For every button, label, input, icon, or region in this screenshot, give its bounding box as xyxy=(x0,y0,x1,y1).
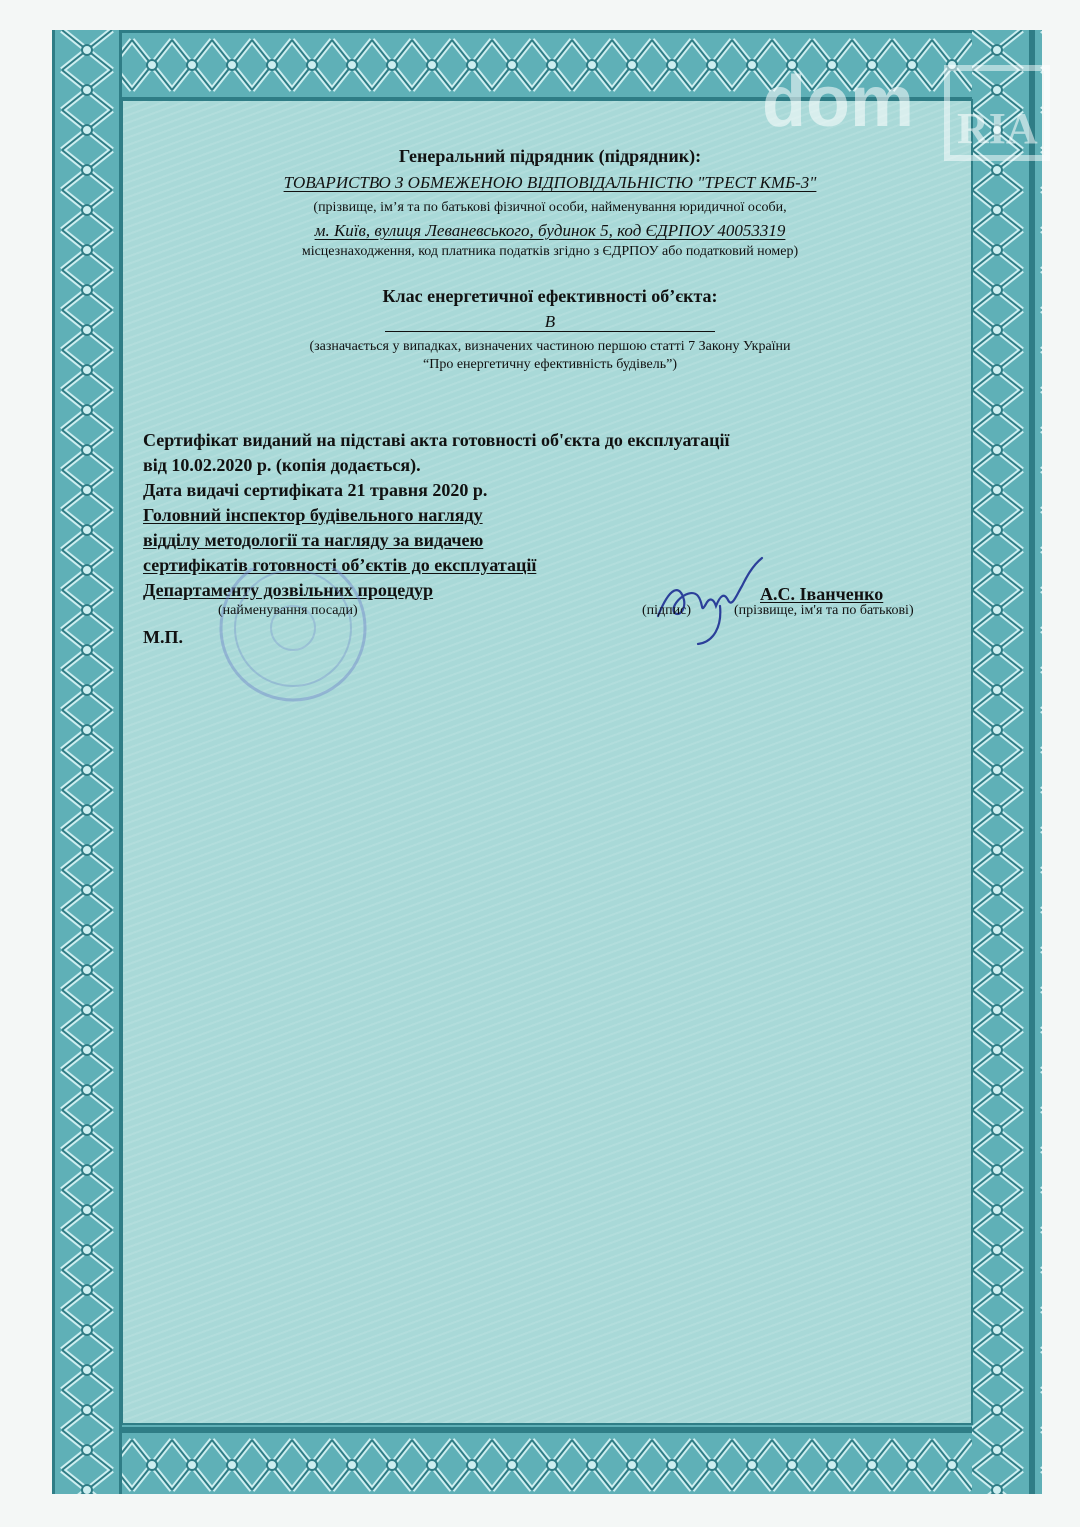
contractor-note-2: місцезнаходження, код платника податків згідно з ЄДРПОУ або податковий номер) xyxy=(301,244,799,259)
official-seal-icon xyxy=(188,568,398,708)
position-label: (найменування посади) xyxy=(218,603,358,618)
contractor-note-1: (прізвище, ім’я та по батькові фізичної особи, найменування юридичної особи, xyxy=(313,200,787,215)
inspector-position-3: сертифікатів готовності об’єктів до експлуатації xyxy=(143,555,537,575)
issuance-line-1: Сертифікат виданий на підставі акта готовності об'єкта до експлуатації xyxy=(143,430,730,450)
contractor-address: м. Київ, вулиця Леваневського, будинок 5, код ЄДРПОУ 40053319 xyxy=(314,221,786,240)
contractor-heading: Генеральний підрядник (підрядник): xyxy=(398,146,702,166)
signature-label: (підпис) xyxy=(642,603,692,618)
contractor-name: ТОВАРИСТВО З ОБМЕЖЕНОЮ ВІДПОВІДАЛЬНІСТЮ "ТРЕСТ КМБ-3" xyxy=(283,173,817,192)
inspector-position-4: Департаменту дозвільних процедур xyxy=(143,580,434,600)
inspector-position-1: Головний інспектор будівельного нагляду xyxy=(143,505,483,525)
issue-date-line: Дата видачі сертифіката 21 травня 2020 р. xyxy=(143,480,488,500)
energy-class-note-1: (зазначається у випадках, визначених частиною першою статті 7 Закону України xyxy=(309,339,791,354)
watermark-brand2: RIA xyxy=(957,104,1038,153)
energy-class-value: B xyxy=(385,313,715,332)
watermark-brand: dom xyxy=(762,62,914,142)
seal-place-label: М.П. xyxy=(143,627,183,647)
contractor-block xyxy=(140,146,960,261)
inspector-position-2: відділу методології та нагляду за видачею xyxy=(143,530,484,550)
issuance-line-2: від 10.02.2020 р. (копія додається). xyxy=(143,455,421,475)
energy-class-heading: Клас енергетичної ефективності об’єкта: xyxy=(382,286,718,306)
energy-class-block xyxy=(140,286,960,374)
handwritten-signature-icon xyxy=(650,556,770,646)
inspector-name: А.С. Іванченко xyxy=(760,584,884,604)
name-label: (прізвище, ім'я та по батькові) xyxy=(734,603,914,618)
energy-class-note-2: “Про енергетичну ефективність будівель”) xyxy=(423,357,677,372)
